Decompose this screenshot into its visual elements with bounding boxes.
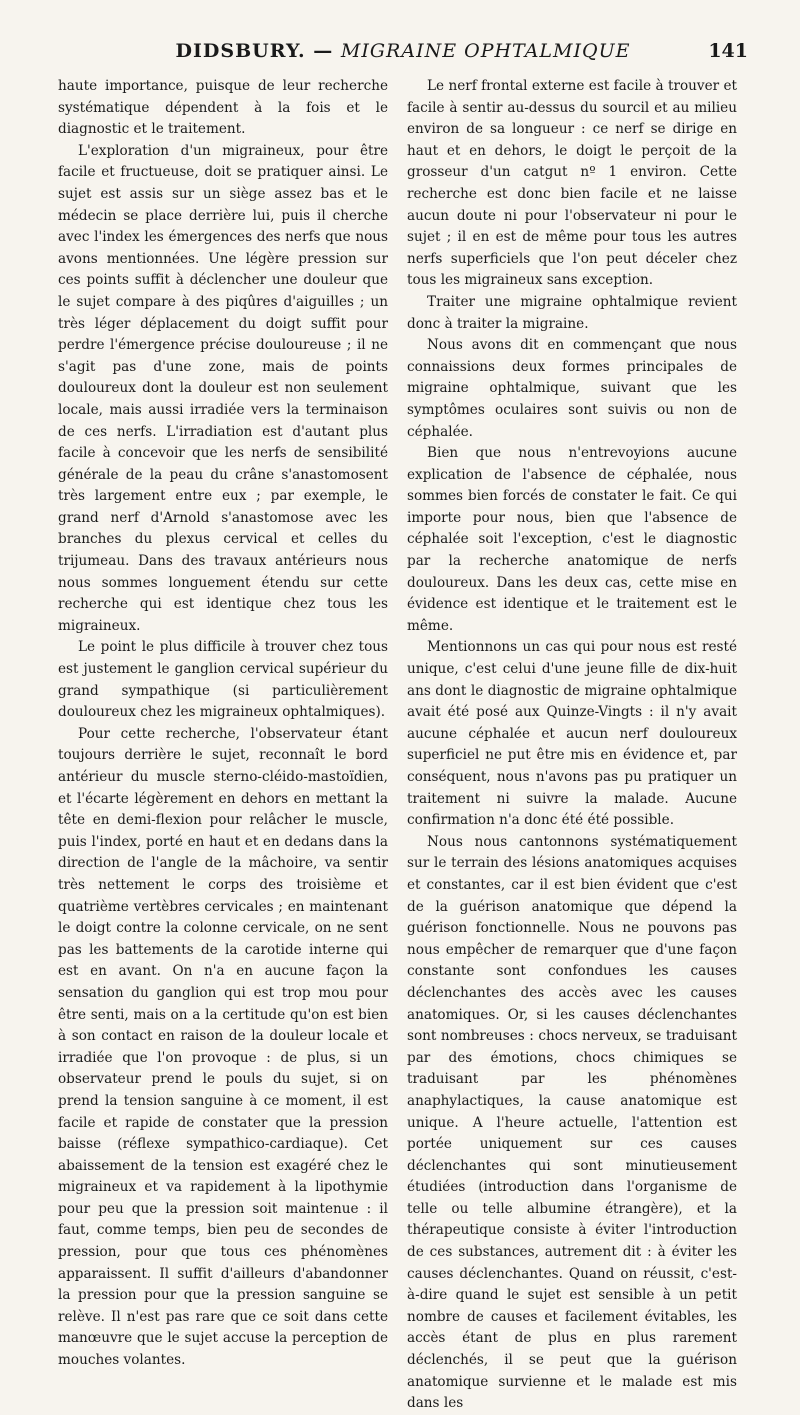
paragraph: Le nerf frontal externe est facile à trouver et facile à sentir au-dessus du sourcil et au milieu environ de sa longueur : ce nerf se dirige en haut et en dehors, le doigt le perçoit de la grosseur d'un catgut nº 1 environ. Cette recherche est donc bien facile et ne laisse aucun doute ni pour l'observateur ni pour le sujet ; il en est de même pour tous les autres nerfs superficiels que l'on peut déceler chez tous les migraineux sans exception. xyxy=(407,78,737,289)
paragraph: Le point le plus difficile à trouver chez tous est justement le ganglion cervical supérieur du grand sympathique (si particulièrement douloureux chez les migraineux ophtalmiques). xyxy=(58,639,388,721)
page-number: 141 xyxy=(708,40,748,62)
running-title-subject: MIGRAINE OPHTALMIQUE xyxy=(340,40,631,62)
running-header xyxy=(58,40,748,70)
paragraph: Traiter une migraine ophtalmique revient donc à traiter la migraine. xyxy=(407,293,737,332)
running-title xyxy=(58,40,748,62)
paragraph: haute importance, puisque de leur recherche systématique dépendent à la fois et le diagnostic et le traitement. xyxy=(58,78,388,138)
paragraph: Mentionnons un cas qui pour nous est resté unique, c'est celui d'une jeune fille de dix-huit ans dont le diagnostic de migraine ophtalmique avait été posé aux Quinze-Vingts : il n'y avait aucune céphalée et aucun nerf douloureux superficiel ne put être mis en évidence et, par conséquent, nous n'avons pas pu pratiquer un traitement ni suivre la malade. Aucune confirmation n'a donc été été possible. xyxy=(407,639,737,829)
paragraph: Pour cette recherche, l'observateur étant toujours derrière le sujet, reconnaît le bord antérieur du muscle sterno-cléido-mastoïdien, et l'écarte légèrement en dehors en mettant la tête en demi-flexion pour relâcher le muscle, puis l'index, porté en haut et en dedans dans la direction de l'angle de la mâchoire, va sentir très nettement le corps des troisième et quatrième vertèbres cervicales ; en maintenant le doigt contre la colonne cervicale, on ne sent pas les battements de la carotide interne qui est en avant. On n'a en aucune façon la sensation du ganglion qui est trop mou pour être senti, mais on a la certitude qu'on est bien à son contact en raison de la douleur locale et irradiée que l'on provoque : de plus, si un observateur prend le pouls du sujet, si on prend la tension sanguine à ce moment, il est facile et rapide de constater que la pression baisse (réflexe sympathico-cardiaque). Cet abaissement de la tension est exagéré chez le migraineux et va rapidement à la lipothymie pour peu que la pression soit maintenue : il faut, comme temps, bien peu de secondes de pression, pour que tous ces phénomènes apparaissent. Il suffit d'ailleurs d'abandonner la pression pour que la pression sanguine se relève. Il n'est pas rare que ce soit dans cette manœuvre que le sujet accuse la perception de mouches volantes. xyxy=(58,725,388,1369)
paragraph: Nous nous cantonnons systématiquement sur le terrain des lésions anatomiques acquises et constantes, car il est bien évident que c'est de la guérison anatomique que dépend la guérison fonctionnelle. Nous ne pouvons pas nous empêcher de remarquer que d'une façon constante sont confondues les causes déclenchantes des accès avec les causes anatomiques. Or, si les causes déclenchantes sont nombreuses : chocs nerveux, se traduisant par des émotions, chocs chimiques se traduisant par les phénomènes anaphylactiques, la cause anatomique est unique. A l'heure actuelle, l'attention est portée uniquement sur ces causes déclenchantes qui sont minutieusement étudiées (introduction dans l'organisme de telle ou telle albumine étrangère), et la thérapeutique consiste à éviter l'introduction de ces substances, autrement dit : à éviter les causes déclenchantes. Quand on réussit, c'est-à-dire quand le sujet est sensible à un petit nombre de causes et facilement évitables, les accès étant de plus en plus rarement déclenchés, il se peut que la guérison anatomique survienne et le malade est mis dans les xyxy=(407,833,737,1412)
right-column xyxy=(407,76,737,1415)
running-title-author: DIDSBURY. xyxy=(175,40,306,62)
paragraph: L'exploration d'un migraineux, pour être facile et fructueuse, doit se pratiquer ainsi. Le sujet est assis sur un siège assez bas et le médecin se place derrière lui, puis il cherche avec l'index les émergences des nerfs que nous avons mentionnées. Une légère pression sur ces points suffit à déclencher une douleur que le sujet compare à des piqûres d'aiguilles ; un très léger déplacement du doigt suffit pour perdre l'émergence précise douloureuse ; il ne s'agit pas d'une zone, mais de points douloureux dont la douleur est non seulement locale, mais aussi irradiée vers la terminaison de ces nerfs. L'irradiation est d'autant plus facile à concevoir que les nerfs de sensibilité générale de la peau du crâne s'anastomosent très largement entre eux ; par exemple, le grand nerf d'Arnold s'anastomose avec les branches du plexus cervical et celles du trijumeau. Dans des travaux antérieurs nous nous sommes longuement étendu sur cette recherche qui est identique chez tous les migraineux. xyxy=(58,142,388,634)
running-title-dash: — xyxy=(313,40,334,62)
left-column xyxy=(58,76,388,1372)
paragraph: Nous avons dit en commençant que nous connaissions deux formes principales de migraine ophtalmique, suivant que les symptômes oculaires sont suivis ou non de céphalée. xyxy=(407,337,737,440)
paragraph: Bien que nous n'entrevoyions aucune explication de l'absence de céphalée, nous sommes bien forcés de constater le fait. Ce qui importe pour nous, bien que l'absence de céphalée soit l'exception, c'est le diagnostic par la recherche anatomique de nerfs douloureux. Dans les deux cas, cette mise en évidence est identique et le traitement est le même. xyxy=(407,445,737,634)
